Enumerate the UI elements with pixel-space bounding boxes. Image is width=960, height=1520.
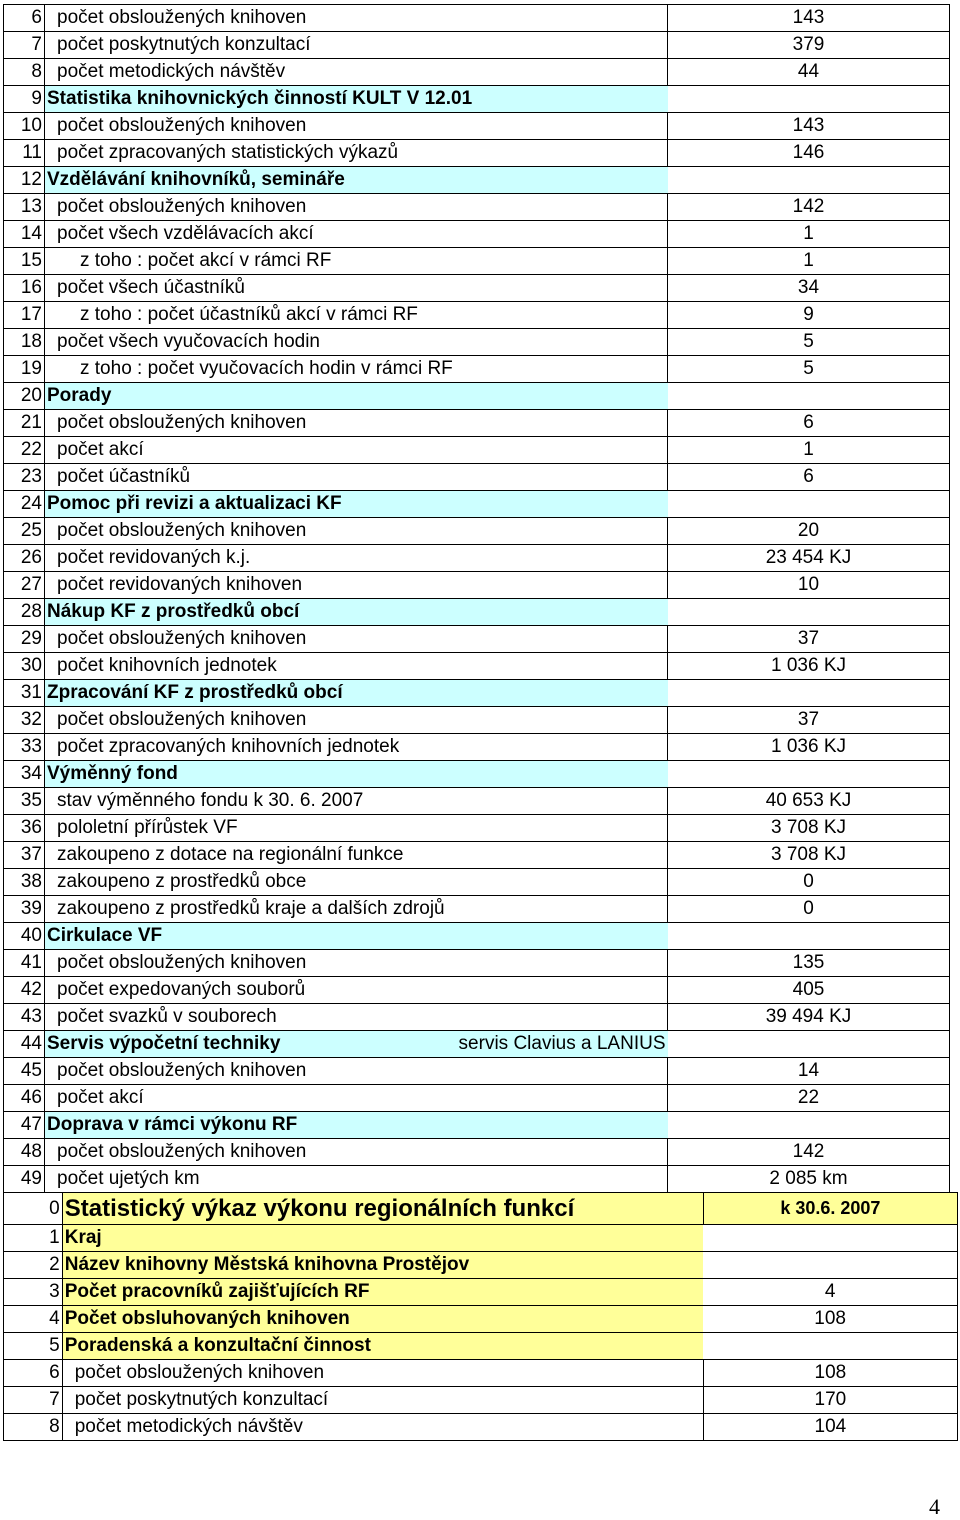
table-row (4, 707, 950, 734)
row-label: počet obsloužených knihoven (57, 709, 307, 730)
row-label: Nákup KF z prostředků obcí (47, 601, 300, 622)
row-label: Název knihovny Městská knihovna Prostějov (64, 1254, 470, 1275)
row-label-cell (45, 59, 668, 86)
row-number: 31 (4, 680, 45, 707)
row-label: z toho : počet účastníků akcí v rámci RF (80, 304, 418, 325)
row-number: 32 (4, 707, 45, 734)
section-row (4, 1225, 958, 1252)
row-value: 1 036 KJ (668, 734, 950, 761)
row-label: počet obsloužených knihoven (74, 1362, 325, 1383)
table-row (4, 626, 950, 653)
section-row (4, 599, 950, 626)
row-value (668, 599, 950, 626)
table-row (4, 275, 950, 302)
row-label: počet metodických návštěv (74, 1416, 303, 1437)
section-row (4, 923, 950, 950)
row-label: zakoupeno z dotace na regionální funkce (57, 844, 404, 865)
row-label: Pomoc při revizi a aktualizaci KF (47, 493, 342, 514)
row-label-cell (45, 275, 668, 302)
section-row (4, 86, 950, 113)
row-value (703, 1333, 957, 1360)
section-row (4, 1112, 950, 1139)
row-value: 142 (668, 1139, 950, 1166)
table-row (4, 1360, 958, 1387)
row-number: 10 (4, 113, 45, 140)
row-label-cell (45, 545, 668, 572)
row-value: 0 (668, 869, 950, 896)
row-label-cell (45, 707, 668, 734)
row-number: 35 (4, 788, 45, 815)
row-label: Porady (47, 385, 112, 406)
table-row (4, 221, 950, 248)
row-number: 43 (4, 1004, 45, 1031)
table-row (4, 869, 950, 896)
row-value: 22 (668, 1085, 950, 1112)
row-value: 1 036 KJ (668, 653, 950, 680)
table-row (4, 545, 950, 572)
row-number: 3 (4, 1279, 63, 1306)
row-label-cell (45, 842, 668, 869)
row-label: počet ujetých km (57, 1168, 200, 1189)
row-label-cell (45, 221, 668, 248)
row-label-cell (45, 437, 668, 464)
row-label-cell (45, 1031, 668, 1058)
section-row (4, 1193, 958, 1225)
row-label: počet obsloužených knihoven (57, 1141, 307, 1162)
row-label: počet expedovaných souborů (57, 979, 306, 1000)
row-label-cell (62, 1279, 703, 1306)
row-value: 37 (668, 626, 950, 653)
row-number: 37 (4, 842, 45, 869)
row-label-cell (45, 680, 668, 707)
table-row (4, 1058, 950, 1085)
row-number: 29 (4, 626, 45, 653)
table-row (4, 1004, 950, 1031)
row-number: 46 (4, 1085, 45, 1112)
row-label-cell (62, 1193, 703, 1225)
row-number: 22 (4, 437, 45, 464)
section-row (4, 1306, 958, 1333)
row-value: 143 (668, 113, 950, 140)
section-row (4, 1252, 958, 1279)
row-value: 0 (668, 896, 950, 923)
row-number: 7 (4, 32, 45, 59)
table-row (4, 896, 950, 923)
row-label-cell (45, 1112, 668, 1139)
row-value: 1 (668, 437, 950, 464)
row-number: 14 (4, 221, 45, 248)
row-label-cell (45, 599, 668, 626)
section-row (4, 491, 950, 518)
table-row (4, 437, 950, 464)
row-label-cell (45, 1139, 668, 1166)
row-number: 20 (4, 383, 45, 410)
row-label-cell (45, 113, 668, 140)
table-row (4, 1085, 950, 1112)
row-value (668, 383, 950, 410)
table-row (4, 140, 950, 167)
row-value (668, 167, 950, 194)
row-number: 7 (4, 1387, 63, 1414)
row-label-cell (62, 1360, 703, 1387)
row-number: 12 (4, 167, 45, 194)
row-number: 42 (4, 977, 45, 1004)
section-row (4, 167, 950, 194)
row-label-cell (45, 248, 668, 275)
section-row (4, 1333, 958, 1360)
row-label: Doprava v rámci výkonu RF (47, 1114, 298, 1135)
table-row (4, 302, 950, 329)
row-label-cell (45, 410, 668, 437)
row-label: počet svazků v souborech (57, 1006, 277, 1027)
row-number: 13 (4, 194, 45, 221)
table-row (4, 113, 950, 140)
row-label-cell (62, 1387, 703, 1414)
row-value: 39 494 KJ (668, 1004, 950, 1031)
row-value (668, 761, 950, 788)
row-value (668, 86, 950, 113)
row-number: 40 (4, 923, 45, 950)
section-row (4, 680, 950, 707)
table-row (4, 410, 950, 437)
row-label: zakoupeno z prostředků kraje a dalších zdrojů (57, 898, 445, 919)
row-label: počet účastníků (57, 466, 191, 487)
row-label: Kraj (64, 1227, 102, 1248)
table-row (4, 1387, 958, 1414)
row-label-cell (62, 1414, 703, 1441)
statistics-table-continued (3, 4, 950, 1193)
row-label-cell (45, 383, 668, 410)
row-value: k 30.6. 2007 (703, 1193, 957, 1225)
row-label: počet akcí (57, 439, 144, 460)
table-row (4, 977, 950, 1004)
section-row (4, 383, 950, 410)
row-label: zakoupeno z prostředků obce (57, 871, 307, 892)
row-label: z toho : počet vyučovacích hodin v rámci RF (80, 358, 453, 379)
row-label: počet všech vyučovacích hodin (57, 331, 320, 352)
row-value (668, 491, 950, 518)
row-label: počet obsloužených knihoven (57, 520, 307, 541)
row-value: 135 (668, 950, 950, 977)
row-value (703, 1225, 957, 1252)
row-value: 5 (668, 356, 950, 383)
row-label-cell (45, 5, 668, 32)
row-label: počet obsloužených knihoven (57, 1060, 307, 1081)
table-row (4, 329, 950, 356)
row-label: Servis výpočetní techniky (47, 1033, 281, 1054)
row-value: 10 (668, 572, 950, 599)
row-label-cell (45, 1085, 668, 1112)
row-value: 379 (668, 32, 950, 59)
row-label: počet všech účastníků (57, 277, 245, 298)
row-number: 26 (4, 545, 45, 572)
row-label-cell (45, 923, 668, 950)
table-row (4, 734, 950, 761)
section-row (4, 1031, 950, 1058)
row-value (668, 923, 950, 950)
row-value: 3 708 KJ (668, 815, 950, 842)
table-row (4, 950, 950, 977)
row-number: 23 (4, 464, 45, 491)
row-number: 0 (4, 1193, 63, 1225)
row-value: 5 (668, 329, 950, 356)
row-number: 44 (4, 1031, 45, 1058)
row-label-cell (45, 950, 668, 977)
row-number: 27 (4, 572, 45, 599)
page-number: 4 (929, 1494, 940, 1519)
row-value: 37 (668, 707, 950, 734)
row-label: počet poskytnutých konzultací (74, 1389, 329, 1410)
row-number: 2 (4, 1252, 63, 1279)
row-label: Počet pracovníků zajišťujících RF (64, 1281, 370, 1302)
row-label: počet zpracovaných statistických výkazů (57, 142, 399, 163)
row-label-cell (45, 788, 668, 815)
row-value (668, 1112, 950, 1139)
row-number: 17 (4, 302, 45, 329)
row-label-cell (45, 140, 668, 167)
row-label: Výměnný fond (47, 763, 178, 784)
row-value: 6 (668, 464, 950, 491)
row-label-cell (45, 86, 668, 113)
row-number: 39 (4, 896, 45, 923)
row-number: 1 (4, 1225, 63, 1252)
row-label: pololetní přírůstek VF (57, 817, 238, 838)
row-number: 6 (4, 5, 45, 32)
row-value: 34 (668, 275, 950, 302)
row-label-cell (45, 329, 668, 356)
row-label: počet obsloužených knihoven (57, 412, 307, 433)
row-label: počet akcí (57, 1087, 144, 1108)
table-row (4, 1414, 958, 1441)
row-label: počet obsloužených knihoven (57, 628, 307, 649)
row-label: počet zpracovaných knihovních jednotek (57, 736, 400, 757)
table-row (4, 653, 950, 680)
row-value: 108 (703, 1360, 957, 1387)
row-number: 19 (4, 356, 45, 383)
row-label-cell (45, 626, 668, 653)
row-label-cell (45, 32, 668, 59)
row-label: počet obsloužených knihoven (57, 952, 307, 973)
row-value: 14 (668, 1058, 950, 1085)
row-label: počet obsloužených knihoven (57, 7, 307, 28)
row-number: 33 (4, 734, 45, 761)
row-number: 8 (4, 1414, 63, 1441)
row-value: 2 085 km (668, 1166, 950, 1193)
row-number: 49 (4, 1166, 45, 1193)
row-label: počet obsloužených knihoven (57, 115, 307, 136)
row-value: 40 653 KJ (668, 788, 950, 815)
table-row (4, 194, 950, 221)
row-number: 21 (4, 410, 45, 437)
row-value (668, 680, 950, 707)
row-number: 47 (4, 1112, 45, 1139)
table-row (4, 1166, 950, 1193)
row-number: 24 (4, 491, 45, 518)
row-label-cell (62, 1252, 703, 1279)
row-label: stav výměnného fondu k 30. 6. 2007 (57, 790, 364, 811)
section-row (4, 1279, 958, 1306)
row-label: Poradenská a konzultační činnost (64, 1335, 371, 1356)
row-value: 1 (668, 221, 950, 248)
row-number: 38 (4, 869, 45, 896)
row-number: 15 (4, 248, 45, 275)
row-value: 9 (668, 302, 950, 329)
row-label-cell (62, 1333, 703, 1360)
row-label: počet poskytnutých konzultací (57, 34, 311, 55)
row-label: Cirkulace VF (47, 925, 163, 946)
row-label: počet knihovních jednotek (57, 655, 277, 676)
row-label-cell (45, 572, 668, 599)
row-label-cell (62, 1225, 703, 1252)
row-label-cell (45, 356, 668, 383)
row-label: Statistika knihovnických činností KULT V 12.01 (47, 88, 473, 109)
row-label-cell (62, 1306, 703, 1333)
row-number: 8 (4, 59, 45, 86)
row-label-cell (45, 896, 668, 923)
row-value: 6 (668, 410, 950, 437)
row-number: 30 (4, 653, 45, 680)
table-row (4, 815, 950, 842)
row-value: 44 (668, 59, 950, 86)
row-value: 20 (668, 518, 950, 545)
row-label: počet revidovaných k.j. (57, 547, 251, 568)
row-value: 143 (668, 5, 950, 32)
row-value: 108 (703, 1306, 957, 1333)
row-value: 146 (668, 140, 950, 167)
row-label-cell (45, 815, 668, 842)
row-label-cell (45, 518, 668, 545)
row-number: 11 (4, 140, 45, 167)
row-label: počet revidovaných knihoven (57, 574, 303, 595)
row-label-cell (45, 491, 668, 518)
table-row (4, 572, 950, 599)
row-number: 41 (4, 950, 45, 977)
row-label-cell (45, 1058, 668, 1085)
row-label-cell (45, 1004, 668, 1031)
row-value: 3 708 KJ (668, 842, 950, 869)
row-label-cell (45, 653, 668, 680)
section-row (4, 761, 950, 788)
row-number: 34 (4, 761, 45, 788)
row-value: 170 (703, 1387, 957, 1414)
row-note: servis Clavius a LANIUS (458, 1033, 666, 1054)
row-label-cell (45, 302, 668, 329)
row-label: počet všech vzdělávacích akcí (57, 223, 314, 244)
row-value: 1 (668, 248, 950, 275)
row-number: 45 (4, 1058, 45, 1085)
table-row (4, 788, 950, 815)
row-number: 4 (4, 1306, 63, 1333)
row-number: 36 (4, 815, 45, 842)
table-row (4, 356, 950, 383)
row-label: Počet obsluhovaných knihoven (64, 1308, 350, 1329)
row-label: z toho : počet akcí v rámci RF (80, 250, 332, 271)
row-number: 9 (4, 86, 45, 113)
row-label-cell (45, 464, 668, 491)
row-number: 6 (4, 1360, 63, 1387)
row-label: počet metodických návštěv (57, 61, 286, 82)
row-number: 48 (4, 1139, 45, 1166)
row-label-cell (45, 167, 668, 194)
row-label: Statistický výkaz výkonu regionálních funkcí (64, 1195, 575, 1222)
row-label-cell (45, 761, 668, 788)
row-value: 405 (668, 977, 950, 1004)
row-value: 4 (703, 1279, 957, 1306)
row-label-cell (45, 194, 668, 221)
table-row (4, 248, 950, 275)
row-value (703, 1252, 957, 1279)
row-number: 18 (4, 329, 45, 356)
table-row (4, 1139, 950, 1166)
statistics-table-report (3, 1192, 958, 1441)
table-row (4, 842, 950, 869)
row-number: 25 (4, 518, 45, 545)
row-number: 16 (4, 275, 45, 302)
table-row (4, 518, 950, 545)
row-label: počet obsloužených knihoven (57, 196, 307, 217)
row-value: 104 (703, 1414, 957, 1441)
row-label-cell (45, 977, 668, 1004)
table-row (4, 32, 950, 59)
table-row (4, 5, 950, 32)
row-label-cell (45, 1166, 668, 1193)
row-number: 5 (4, 1333, 63, 1360)
row-number: 28 (4, 599, 45, 626)
row-label: Zpracování KF z prostředků obcí (47, 682, 343, 703)
row-value: 23 454 KJ (668, 545, 950, 572)
table-row (4, 464, 950, 491)
row-label: Vzdělávání knihovníků, semináře (47, 169, 345, 190)
row-value (668, 1031, 950, 1058)
table-row (4, 59, 950, 86)
row-value: 142 (668, 194, 950, 221)
row-label-cell (45, 869, 668, 896)
row-label-cell (45, 734, 668, 761)
